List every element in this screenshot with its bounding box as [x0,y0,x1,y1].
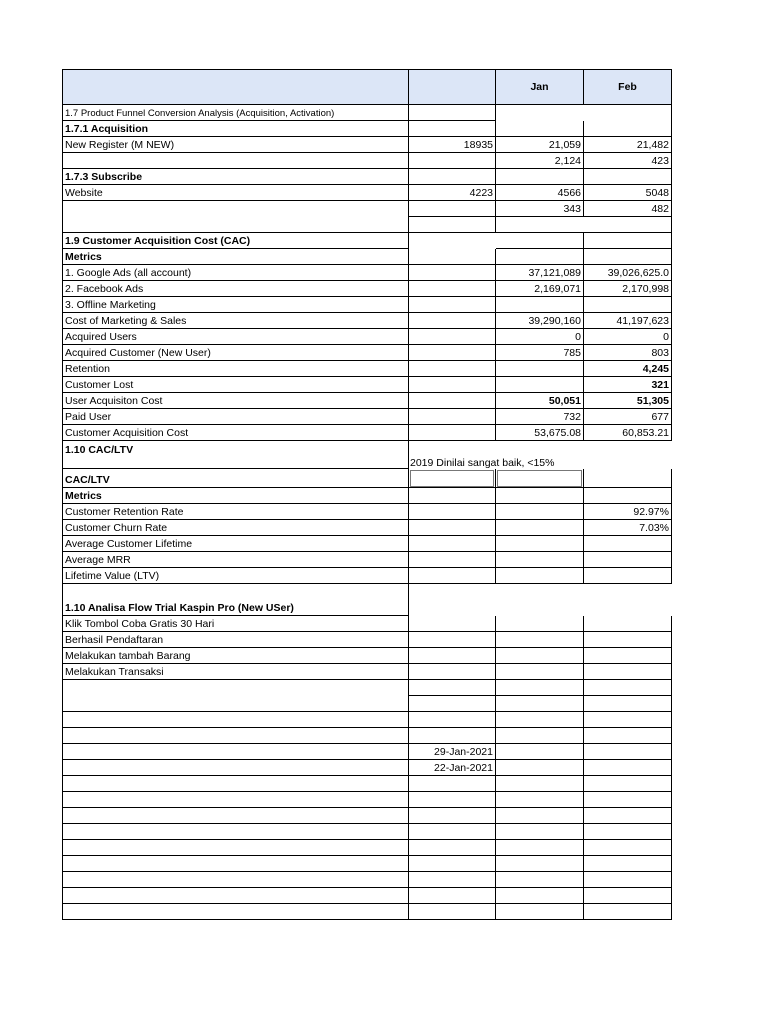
empty-cell[interactable] [409,792,496,808]
table-row [63,744,672,760]
cost-marketing-feb[interactable]: 41,197,623 [584,313,672,329]
ltv-note[interactable]: 2019 Dinilai sangat baik, <15% [410,457,555,469]
empty-cell[interactable] [496,488,584,504]
table-row [63,712,672,728]
empty-cell[interactable] [584,792,672,808]
table-row [63,153,672,169]
empty-cell[interactable] [584,105,672,121]
cac-ltv-prev-box[interactable] [409,469,496,488]
empty-cell[interactable] [63,856,409,872]
table-row [63,568,672,584]
table-row [63,824,672,840]
empty-cell[interactable] [496,233,584,249]
empty-cell[interactable] [409,297,496,313]
empty-cell[interactable] [409,377,496,393]
facebook-ads-jan[interactable]: 2,169,071 [496,281,584,297]
paid-user-label[interactable]: Paid User [63,409,409,425]
empty-cell[interactable] [584,169,672,185]
empty-cell[interactable] [496,552,584,568]
table-row [63,680,672,696]
empty-cell[interactable] [409,824,496,840]
empty-cell[interactable] [63,712,409,728]
empty-cell[interactable] [584,536,672,552]
new-register-label[interactable]: New Register (M NEW) [63,137,409,153]
empty-cell[interactable] [63,824,409,840]
table-row [63,121,672,137]
table-row [63,632,672,648]
empty-cell[interactable] [63,840,409,856]
empty-cell[interactable] [496,520,584,536]
empty-cell[interactable] [496,648,584,664]
empty-cell[interactable] [496,105,584,121]
empty-cell[interactable] [496,744,584,760]
paid-user-jan[interactable]: 732 [496,409,584,425]
user-acq-cost-jan[interactable]: 50,051 [496,393,584,409]
empty-cell[interactable] [409,361,496,377]
table-row [63,760,672,776]
retention-label[interactable]: Retention [63,361,409,377]
google-ads-jan[interactable]: 37,121,089 [496,265,584,281]
customer-lost-label[interactable]: Customer Lost [63,377,409,393]
empty-cell[interactable] [496,361,584,377]
empty-cell[interactable] [496,808,584,824]
empty-cell[interactable] [409,648,496,664]
empty-cell[interactable] [63,201,409,233]
customer-acq-cost-jan[interactable]: 53,675.08 [496,425,584,441]
table-row [63,233,672,249]
empty-cell[interactable] [584,728,672,744]
acquired-customer-feb[interactable]: 803 [584,345,672,361]
table-row [63,265,672,281]
empty-cell[interactable] [409,552,496,568]
table-row [63,504,672,520]
empty-cell[interactable] [496,616,584,632]
table-row [63,584,672,600]
empty-cell[interactable] [63,904,409,920]
empty-cell[interactable] [584,840,672,856]
empty-cell[interactable] [409,680,496,696]
table-row [63,297,672,313]
empty-cell[interactable] [409,488,496,504]
empty-cell[interactable] [409,121,496,137]
empty-cell[interactable] [409,249,496,265]
klik-tombol-label[interactable]: Klik Tombol Coba Gratis 30 Hari [63,616,409,632]
table-row [63,808,672,824]
table-row [63,169,672,185]
empty-cell[interactable] [409,840,496,856]
empty-cell[interactable] [409,153,496,169]
ltv-title-cell[interactable]: 1.10 CAC/LTV [63,441,409,469]
new-register-feb[interactable]: 21,482 [584,137,672,153]
empty-cell[interactable] [496,217,584,233]
acquired-customer-label[interactable]: Acquired Customer (New User) [63,345,409,361]
header-feb-cell[interactable]: Feb [584,70,672,105]
customer-lost-feb[interactable]: 321 [584,377,672,393]
website-jan[interactable]: 4566 [496,185,584,201]
table-row [63,536,672,552]
ltv-note-cell [409,453,672,469]
empty-cell[interactable] [496,792,584,808]
cost-marketing-label[interactable]: Cost of Marketing & Sales [63,313,409,329]
cost-marketing-jan[interactable]: 39,290,160 [496,313,584,329]
empty-cell[interactable] [63,744,409,760]
empty-cell[interactable] [496,377,584,393]
google-ads-label[interactable]: 1. Google Ads (all account) [63,265,409,281]
empty-cell[interactable] [409,281,496,297]
empty-cell[interactable] [409,520,496,536]
empty-cell[interactable] [584,872,672,888]
empty-cell[interactable] [496,680,584,696]
empty-cell[interactable] [584,776,672,792]
empty-cell[interactable] [496,297,584,313]
table-row [63,441,672,453]
header-label-cell[interactable] [63,70,409,105]
empty-cell[interactable] [584,568,672,584]
table-row [63,329,672,345]
empty-cell[interactable] [409,856,496,872]
empty-cell[interactable] [584,808,672,824]
report-table [62,69,672,920]
empty-cell[interactable] [584,824,672,840]
empty-cell[interactable] [496,776,584,792]
retention-rate-label[interactable]: Customer Retention Rate [63,504,409,520]
churn-rate-label[interactable]: Customer Churn Rate [63,520,409,536]
user-acq-cost-feb[interactable]: 51,305 [584,393,672,409]
empty-cell[interactable] [63,728,409,744]
empty-cell [409,441,672,453]
table-row [63,393,672,409]
table-row [63,648,672,664]
empty-cell[interactable] [409,888,496,904]
empty-cell[interactable] [584,664,672,680]
empty-cell[interactable] [496,760,584,776]
empty-cell[interactable] [584,888,672,904]
empty-cell[interactable] [496,712,584,728]
empty-cell[interactable] [496,840,584,856]
empty-cell[interactable] [496,856,584,872]
empty-cell[interactable] [409,217,496,233]
empty-cell[interactable] [63,680,409,712]
empty-cell[interactable] [584,249,672,265]
table-row [63,728,672,744]
acquired-users-jan[interactable]: 0 [496,329,584,345]
acquisition-title-cell[interactable]: 1.7.1 Acquisition [63,121,409,137]
new-register-jan[interactable]: 21,059 [496,137,584,153]
empty-cell[interactable] [584,488,672,504]
new-register-diff-feb[interactable]: 423 [584,153,672,169]
table-row [63,552,672,568]
trial-title-cell[interactable]: 1.10 Analisa Flow Trial Kaspin Pro (New USer) [63,600,409,616]
table-row [63,425,672,441]
empty-cell[interactable] [584,712,672,728]
acquired-customer-jan[interactable]: 785 [496,345,584,361]
empty-cell[interactable] [496,664,584,680]
empty-cell [409,600,672,616]
empty-cell[interactable] [409,696,496,712]
empty-cell[interactable] [409,409,496,425]
table-row [63,872,672,888]
website-prev[interactable]: 4223 [409,185,496,201]
empty-cell[interactable] [496,728,584,744]
cac-ltv-label[interactable]: CAC/LTV [63,469,409,488]
empty-cell[interactable] [496,169,584,185]
website-feb[interactable]: 5048 [584,185,672,201]
table-row [63,201,672,217]
empty-cell[interactable] [409,425,496,441]
empty-cell[interactable] [496,121,584,137]
table-row [63,600,672,616]
metrics2-title-cell[interactable]: Metrics [63,488,409,504]
empty-cell[interactable] [409,808,496,824]
avg-lifetime-label[interactable]: Average Customer Lifetime [63,536,409,552]
customer-acq-cost-feb[interactable]: 60,853.21 [584,425,672,441]
empty-cell[interactable] [496,632,584,648]
empty-cell[interactable] [496,568,584,584]
transaksi-label[interactable]: Melakukan Transaksi [63,664,409,680]
empty-cell[interactable] [496,504,584,520]
empty-cell[interactable] [409,504,496,520]
empty-cell[interactable] [584,760,672,776]
empty-cell[interactable] [63,776,409,792]
new-register-diff-jan[interactable]: 2,124 [496,153,584,169]
empty-cell[interactable] [496,824,584,840]
spreadsheet [62,69,672,920]
empty-cell[interactable] [409,105,496,121]
empty-cell[interactable] [63,888,409,904]
table-row [63,616,672,632]
empty-cell[interactable] [409,712,496,728]
date-cell[interactable]: 22-Jan-2021 [409,760,496,776]
table-row [63,520,672,536]
empty-cell[interactable] [496,696,584,712]
empty-cell[interactable] [584,648,672,664]
empty-cell[interactable] [584,632,672,648]
tambah-barang-label[interactable]: Melakukan tambah Barang [63,648,409,664]
empty-cell[interactable] [409,345,496,361]
funnel-title-cell[interactable]: 1.7 Product Funnel Conversion Analysis (Acquisition, Activation) [63,105,409,121]
empty-cell[interactable] [584,217,672,233]
facebook-ads-feb[interactable]: 2,170,998 [584,281,672,297]
paid-user-feb[interactable]: 677 [584,409,672,425]
table-row [63,409,672,425]
table-row [63,281,672,297]
header-row [63,70,672,105]
table-row [63,888,672,904]
empty-cell[interactable] [409,265,496,281]
empty-cell[interactable] [496,904,584,920]
table-row [63,313,672,329]
offline-marketing-label[interactable]: 3. Offline Marketing [63,297,409,313]
table-row [63,904,672,920]
table-row [63,856,672,872]
ltv-label[interactable]: Lifetime Value (LTV) [63,568,409,584]
empty-cell[interactable] [409,632,496,648]
metrics-title-cell[interactable]: Metrics [63,249,409,265]
empty-cell[interactable] [409,616,496,632]
acquired-users-feb[interactable]: 0 [584,329,672,345]
table-row [63,137,672,153]
date-cell[interactable]: 29-Jan-2021 [409,744,496,760]
table-row [63,776,672,792]
empty-cell[interactable] [584,856,672,872]
empty-cell[interactable] [63,792,409,808]
churn-rate-feb[interactable]: 7.03% [584,520,672,536]
empty-cell[interactable] [409,776,496,792]
empty-cell[interactable] [409,233,496,249]
website-diff-jan[interactable]: 343 [496,201,584,217]
empty-cell[interactable] [584,680,672,696]
table-row [63,488,672,504]
empty-cell[interactable] [409,201,496,217]
empty-cell[interactable] [584,904,672,920]
empty-cell[interactable] [409,664,496,680]
new-register-prev[interactable]: 18935 [409,137,496,153]
empty-cell[interactable] [584,121,672,137]
table-row [63,361,672,377]
header-prev-cell[interactable] [409,70,496,105]
empty-cell[interactable] [584,233,672,249]
table-row [63,840,672,856]
empty-cell[interactable] [409,536,496,552]
table-row [63,469,672,488]
empty-cell[interactable] [63,872,409,888]
table-row [63,105,672,121]
empty-cell[interactable] [409,393,496,409]
retention-feb[interactable]: 4,245 [584,361,672,377]
berhasil-label[interactable]: Berhasil Pendaftaran [63,632,409,648]
empty-cell[interactable] [409,904,496,920]
empty-cell [409,584,672,600]
customer-acq-cost-label[interactable]: Customer Acquisition Cost [63,425,409,441]
empty-cell[interactable] [584,696,672,712]
table-row [63,345,672,361]
subscribe-title-cell[interactable]: 1.7.3 Subscribe [63,169,409,185]
empty-cell[interactable] [63,584,409,600]
empty-cell[interactable] [409,313,496,329]
facebook-ads-label[interactable]: 2. Facebook Ads [63,281,409,297]
header-jan-cell[interactable]: Jan [496,70,584,105]
empty-cell[interactable] [584,469,672,488]
empty-cell[interactable] [496,249,584,265]
table-row [63,792,672,808]
cac-ltv-jan-box[interactable] [496,469,584,488]
table-row [63,377,672,393]
empty-cell[interactable] [584,552,672,568]
retention-rate-feb[interactable]: 92.97% [584,504,672,520]
cac-title-cell[interactable]: 1.9 Customer Acquisition Cost (CAC) [63,233,409,249]
acquired-users-label[interactable]: Acquired Users [63,329,409,345]
empty-cell[interactable] [584,616,672,632]
empty-cell[interactable] [584,744,672,760]
google-ads-feb[interactable]: 39,026,625.0 [584,265,672,281]
empty-cell[interactable] [409,329,496,345]
website-label[interactable]: Website [63,185,409,201]
empty-cell[interactable] [496,536,584,552]
empty-cell[interactable] [63,808,409,824]
empty-cell[interactable] [496,872,584,888]
table-row [63,249,672,265]
empty-cell[interactable] [63,760,409,776]
table-row [63,185,672,201]
empty-cell[interactable] [63,153,409,169]
empty-cell[interactable] [409,728,496,744]
empty-cell[interactable] [409,568,496,584]
table-row [63,664,672,680]
empty-cell[interactable] [584,297,672,313]
empty-cell[interactable] [496,888,584,904]
avg-mrr-label[interactable]: Average MRR [63,552,409,568]
website-diff-feb[interactable]: 482 [584,201,672,217]
empty-cell[interactable] [409,872,496,888]
user-acq-cost-label[interactable]: User Acquisiton Cost [63,393,409,409]
empty-cell[interactable] [409,169,496,185]
